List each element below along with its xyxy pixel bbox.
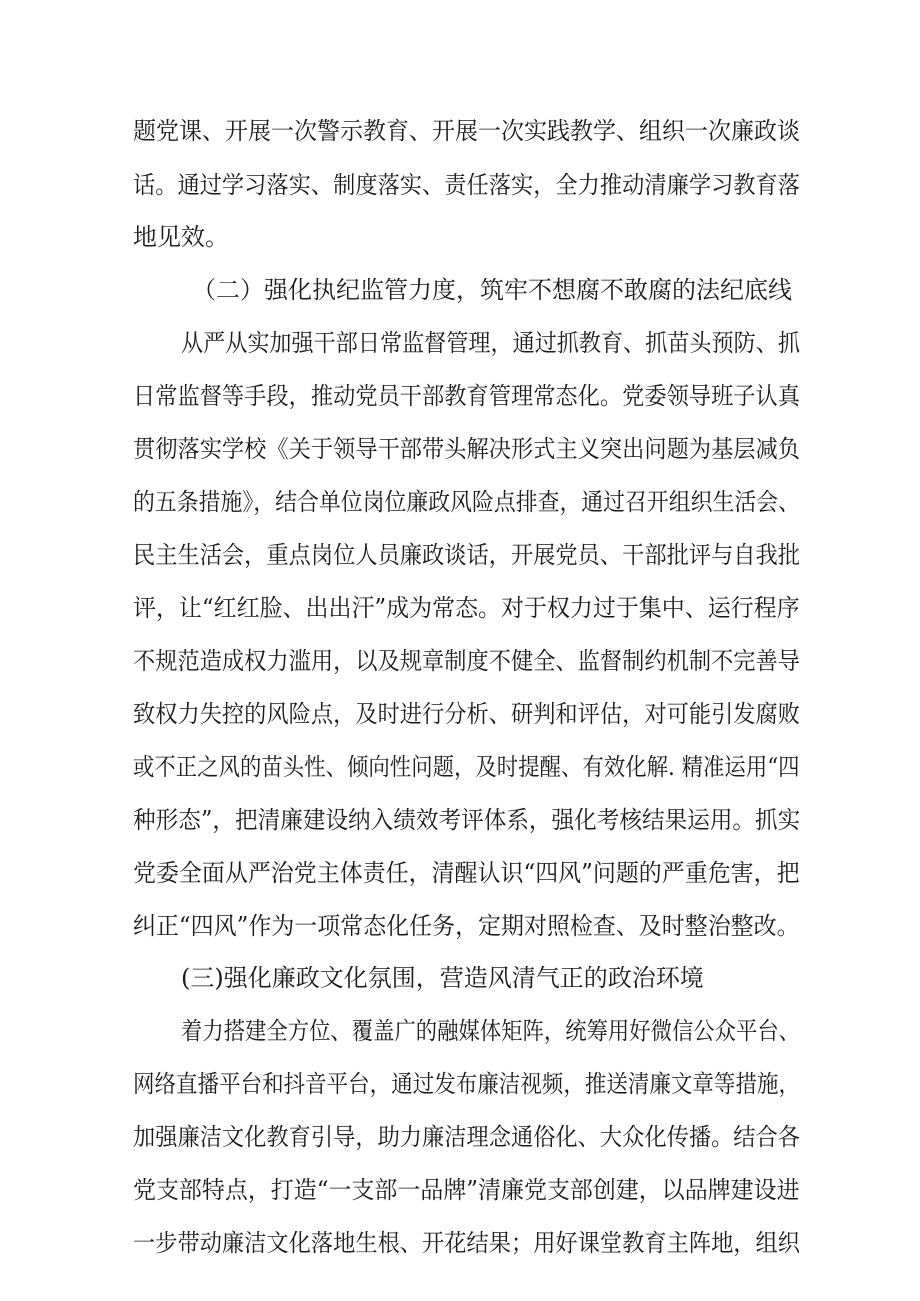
paragraph-line: 加强廉洁文化教育引导，助力廉洁理念通俗化、大众化传播。结合各 [133, 1123, 801, 1151]
paragraph-line: 种形态”，把清廉建设纳入绩效考评体系，强化考核结果运用。抓实 [133, 806, 801, 834]
paragraph-line: 话。通过学习落实、制度落实、责任落实，全力推动清廉学习教育落 [133, 171, 801, 199]
paragraph-line: 评，让“红红脸、出出汗”成为常态。对于权力过于集中、运行程序 [133, 594, 800, 622]
paragraph-line: 或不正之风的苗头性、倾向性问题，及时提醒、有效化解. 精准运用“四 [133, 753, 800, 781]
paragraph-line: 党支部特点，打造“一支部一品牌”清廉党支部创建，以品牌建设进 [133, 1176, 800, 1204]
paragraph-line: 日常监督等手段，推动党员干部教育管理常态化。党委领导班子认真 [133, 382, 801, 410]
paragraph-line: 题党课、开展一次警示教育、开展一次实践教学、组织一次廉政谈 [133, 117, 800, 145]
paragraph-line: 着力搭建全方位、覆盖广的融媒体矩阵，统筹用好微信公众平台、 [181, 1017, 801, 1045]
paragraph-line: 贯彻落实学校《关于领导干部带头解决形式主义突出问题为基层减负 [133, 435, 801, 463]
paragraph-line: 民主生活会，重点岗位人员廉政谈话，开展党员、干部批评与自我批 [133, 541, 801, 569]
paragraph-line: 一步带动廉洁文化落地生根、开花结果；用好课堂教育主阵地，组织 [133, 1229, 801, 1257]
paragraph-line: 的五条措施》，结合单位岗位廉政风险点排查，通过召开组织生活会、 [133, 488, 800, 516]
paragraph-line: 地见效。 [133, 223, 229, 251]
paragraph-line: 网络直播平台和抖音平台，通过发布廉洁视频，推送清廉文章等措施， [133, 1070, 800, 1098]
paragraph-line: 党委全面从严治党主体责任，清醒认识“四风”问题的严重危害，把 [133, 859, 800, 887]
section-heading-2: （二）强化执纪监管力度，筑牢不想腐不敢腐的法纪底线 [192, 276, 792, 304]
paragraph-line: 从严从实加强干部日常监督管理，通过抓教育、抓苗头预防、抓 [181, 329, 800, 357]
section-heading-3: (三)强化廉政文化氛围，营造风清气正的政治环境 [181, 964, 704, 992]
paragraph-line: 纠正“四风”作为一项常态化任务，定期对照检查、及时整治整改。 [133, 912, 800, 940]
paragraph-line: 致权力失控的风险点，及时进行分析、研判和评估，对可能引发腐败 [133, 700, 801, 728]
paragraph-line: 不规范造成权力滥用，以及规章制度不健全、监督制约机制不完善导 [133, 647, 801, 675]
